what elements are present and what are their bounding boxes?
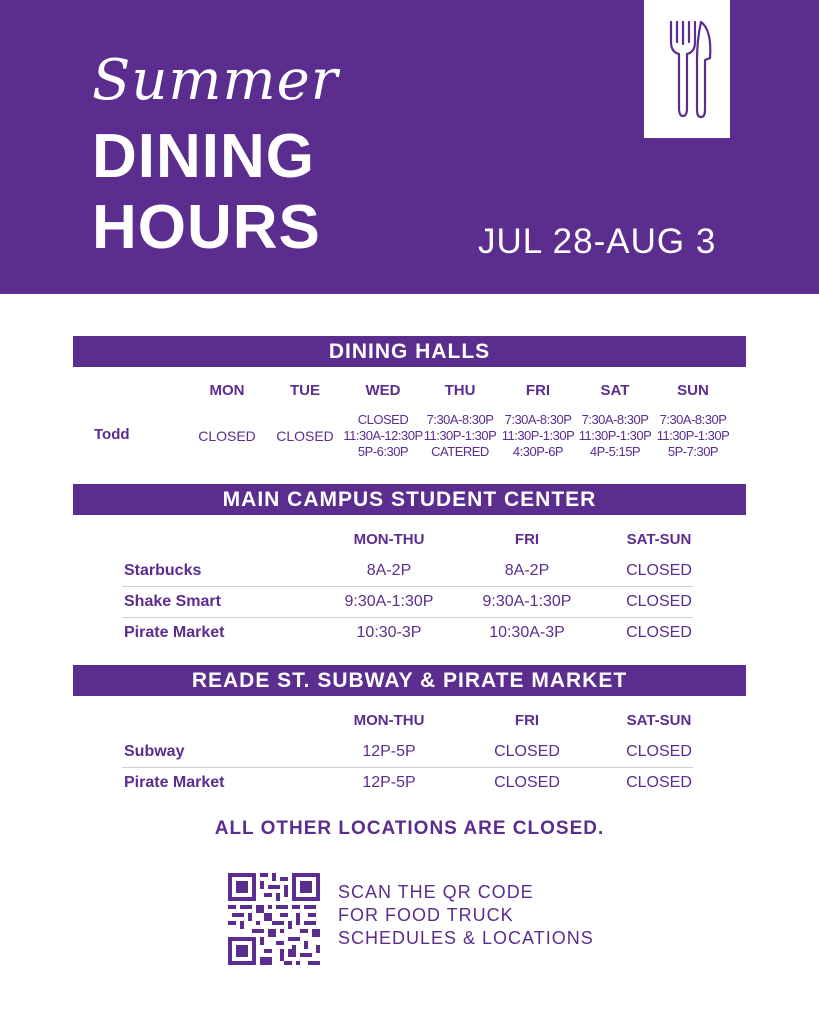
utensil-badge bbox=[644, 0, 730, 138]
hours-cell: CLOSED bbox=[626, 593, 692, 610]
day-header: FRI bbox=[525, 382, 551, 399]
qr-text-line-2: FOR FOOD TRUCK bbox=[338, 905, 514, 925]
hours-cell: CLOSED bbox=[626, 562, 692, 579]
hours-cell: 4:30P-6P bbox=[512, 444, 564, 459]
qr-text-line-1: SCAN THE QR CODE bbox=[338, 882, 534, 902]
hours-cell: CATERED bbox=[431, 444, 489, 459]
hours-cell: 10:30A-3P bbox=[489, 624, 565, 641]
dining-halls-bar: DINING HALLS bbox=[73, 336, 746, 367]
day-header: MON bbox=[209, 382, 245, 399]
column-header: MON-THU bbox=[353, 531, 425, 548]
day-header: WED bbox=[365, 382, 401, 399]
location-label: Pirate Market bbox=[124, 624, 225, 641]
main-campus-bar: MAIN CAMPUS STUDENT CENTER bbox=[73, 484, 746, 515]
hours-cell: CLOSED bbox=[198, 428, 256, 444]
hours-cell: 7:30A-8:30P bbox=[659, 412, 727, 427]
column-header: SAT-SUN bbox=[626, 531, 692, 548]
title-line-1: DINING bbox=[92, 122, 315, 191]
title-line-2: HOURS bbox=[92, 193, 321, 262]
hours-cell: 11:30A-12:30P bbox=[343, 428, 423, 443]
location-label: Shake Smart bbox=[124, 593, 221, 610]
location-label: Subway bbox=[124, 743, 185, 760]
day-header: SAT bbox=[600, 382, 630, 399]
hours-cell: 4P-5:15P bbox=[589, 444, 641, 459]
hours-cell: 10:30-3P bbox=[356, 624, 422, 641]
fork-knife-icon bbox=[644, 0, 730, 138]
hours-cell: CLOSED bbox=[626, 743, 692, 760]
reade-st-bar: READE ST. SUBWAY & PIRATE MARKET bbox=[73, 665, 746, 696]
hours-cell: 11:30P-1:30P bbox=[656, 428, 730, 443]
hours-cell: 8A-2P bbox=[504, 562, 550, 579]
closed-note: ALL OTHER LOCATIONS ARE CLOSED. bbox=[214, 818, 605, 839]
hours-cell: 12P-5P bbox=[362, 743, 416, 760]
location-label: Pirate Market bbox=[124, 774, 225, 791]
todd-label: Todd bbox=[94, 426, 130, 443]
hours-cell: 11:30P-1:30P bbox=[423, 428, 497, 443]
hours-cell: 5P-7:30P bbox=[667, 444, 719, 459]
hours-cell: CLOSED bbox=[494, 774, 560, 791]
hours-cell: CLOSED bbox=[494, 743, 560, 760]
hours-cell: 7:30A-8:30P bbox=[581, 412, 649, 427]
day-header: THU bbox=[444, 382, 476, 399]
day-header: TUE bbox=[290, 382, 320, 399]
row-divider bbox=[122, 586, 693, 587]
hours-cell: CLOSED bbox=[626, 624, 692, 641]
column-header: MON-THU bbox=[353, 712, 425, 729]
hours-cell: 12P-5P bbox=[362, 774, 416, 791]
hours-cell: CLOSED bbox=[357, 412, 409, 427]
row-divider bbox=[122, 617, 693, 618]
row-divider bbox=[122, 767, 693, 768]
qr-text-line-3: SCHEDULES & LOCATIONS bbox=[338, 928, 594, 948]
day-header: SUN bbox=[677, 382, 709, 399]
hours-cell: 7:30A-8:30P bbox=[504, 412, 572, 427]
date-range: JUL 28-AUG 3 bbox=[478, 222, 717, 261]
hours-cell: CLOSED bbox=[626, 774, 692, 791]
header-banner bbox=[0, 0, 819, 294]
hours-cell: 11:30P-1:30P bbox=[578, 428, 652, 443]
qr-code-icon[interactable] bbox=[228, 873, 320, 965]
location-label: Starbucks bbox=[124, 562, 202, 579]
script-title: Summer bbox=[92, 48, 339, 113]
column-header: FRI bbox=[514, 712, 540, 729]
hours-cell: 11:30P-1:30P bbox=[501, 428, 575, 443]
hours-cell: 9:30A-1:30P bbox=[482, 593, 572, 610]
hours-cell: 5P-6:30P bbox=[357, 444, 409, 459]
hours-cell: 9:30A-1:30P bbox=[344, 593, 434, 610]
hours-cell: 8A-2P bbox=[366, 562, 412, 579]
column-header: FRI bbox=[514, 531, 540, 548]
hours-cell: 7:30A-8:30P bbox=[426, 412, 494, 427]
column-header: SAT-SUN bbox=[626, 712, 692, 729]
hours-cell: CLOSED bbox=[276, 428, 334, 444]
